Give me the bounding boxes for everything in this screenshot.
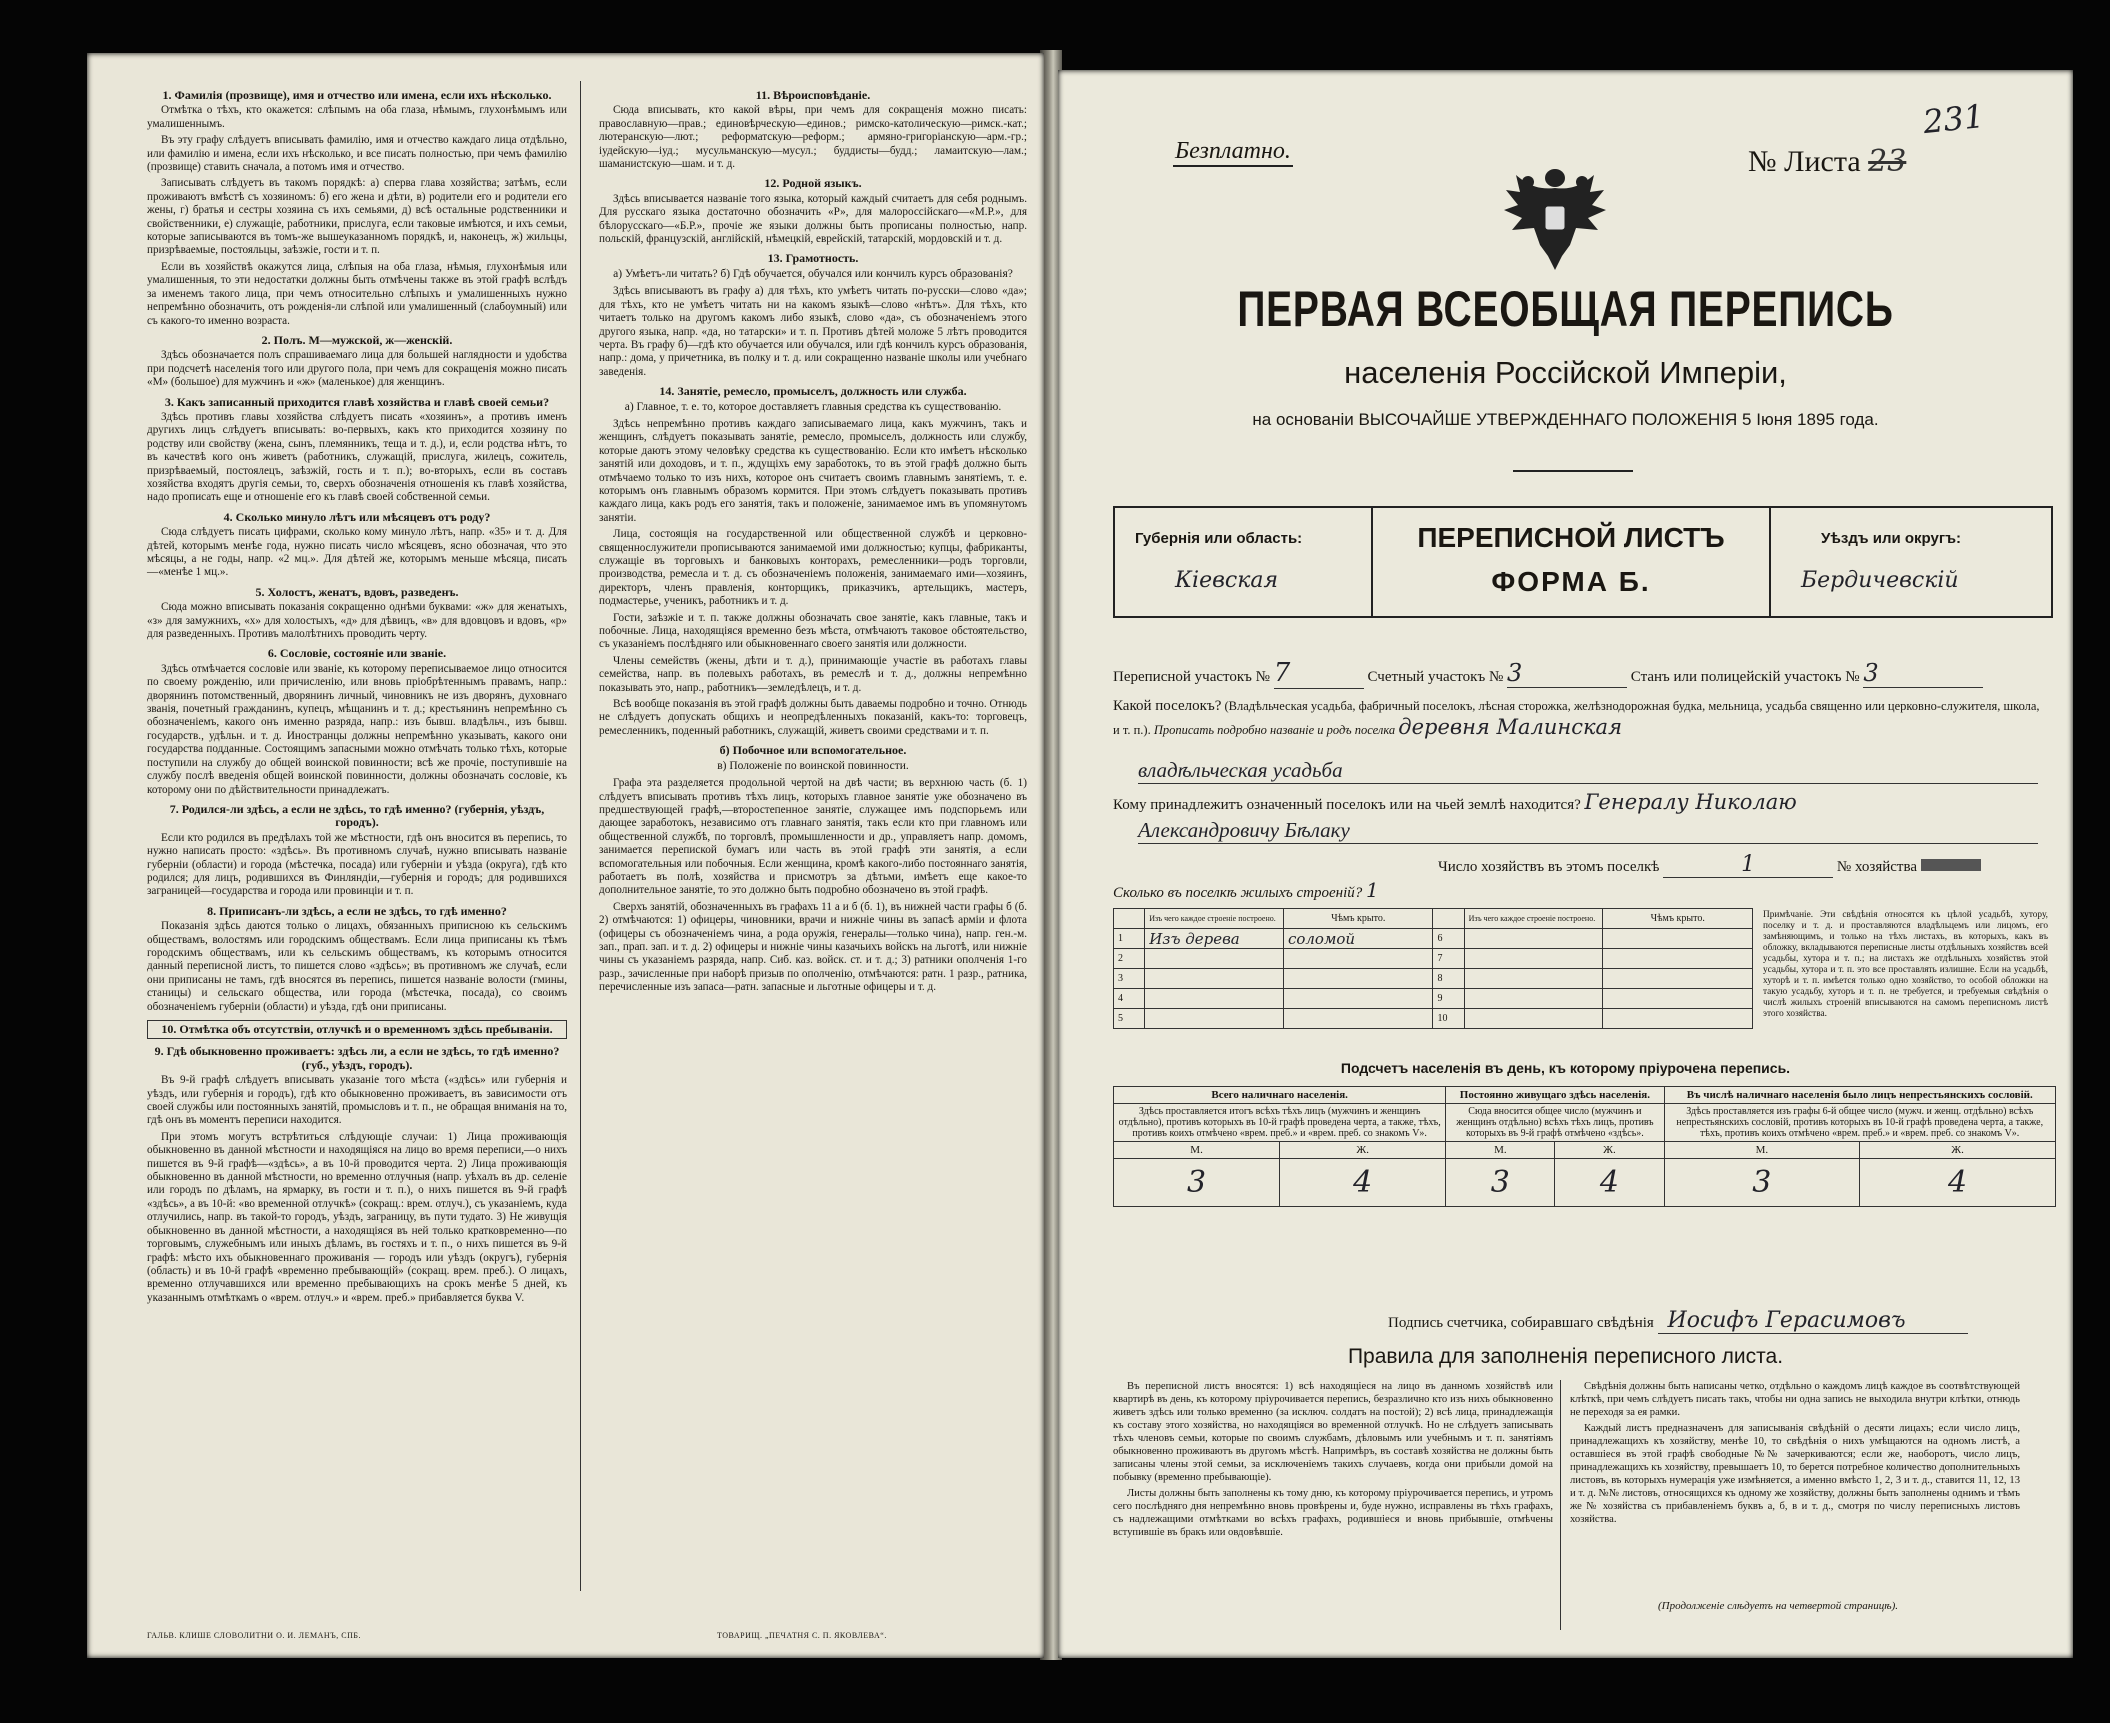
female-count: 4 [1860,1159,2056,1207]
male-label: М. [1664,1142,1860,1159]
census-form-page [1058,70,2073,1658]
building-material [1145,949,1284,969]
building-roof [1603,929,1753,949]
population-table [1113,1086,2056,1207]
section-paragraph: Здѣсь вписываютъ въ графу а) для тѣхъ, кто умѣетъ читать по-русски—слово «да»; для тѣхъ, кто не умѣетъ читать ни на какомъ языкѣ—слово «нѣтъ». Для тѣхъ, кто читаетъ только на другомъ какомъ либо языкѣ, слово «да», съ обозначеніемъ этого другого языка, напр. «да, но татарски» и т. п. Противъ дѣтей моложе 5 лѣтъ проводится черта. Въ графу б)—гдѣ кто обучается или обучался, или гдѣ кончилъ курсъ образованія, напр.: дома, у причетника, въ полку и т. д. или сокращенно названіе школы или учебнаго заведенія. [599,285,1027,378]
owner-field [1113,790,1797,814]
count-area-value: 3 [1507,659,1627,688]
female-label: Ж. [1280,1142,1446,1159]
district-label: Уѣздъ или округъ: [1821,530,1962,547]
section-paragraph: Если въ хозяйствѣ окажутся лица, слѣпыя на оба глаза, нѣмыя, глухонѣмыя или умалишенныя, то эти недостатки должны быть отмѣчены также въ этой графѣ вслѣдъ за именемъ такого лица, при чемъ относительно слѣпыхъ и умалишенныхъ нужно непремѣнно обозначить, отъ рожденія-ли слѣпой или умалишенный (слабоумный) или съ какого-то именно возраста. [147,260,567,327]
building-roof [1603,989,1753,1009]
building-number: 4 [1114,989,1145,1009]
section-heading: 13. Грамотность. [767,251,859,266]
count-area-label: Счетный участокъ № [1367,669,1504,685]
owner-value-1: Генералу Николаю [1584,790,1797,814]
settlement-value-2: владѣльческая усадьба [1138,758,2038,784]
instructions-column-1 [147,83,567,1308]
building-row [1114,989,1753,1009]
building-material [1464,929,1603,949]
column-divider [580,81,581,1591]
female-label: Ж. [1555,1142,1664,1159]
building-number: 2 [1114,949,1145,969]
section-paragraph: Въ 9-й графѣ слѣдуетъ вписывать указаніе того мѣста («здѣсь» или губернія и уѣздъ, или губернія и городъ), гдѣ кто обыкновенно проживаетъ, въ зависимости отъ своей службы или постоянныхъ занятій, промысловъ и т. п., не обращая вниманія на то, гдѣ онъ въ моментъ переписи находится. [147,1074,567,1127]
province-value: Кіевская [1175,568,1279,593]
building-roof [1283,989,1433,1009]
section-paragraph: Члены семействъ (жены, дѣти и т. д.), принимающіе участіе въ работахъ главы семейства, напр. въ полевыхъ работахъ, въ ремеслѣ и т. д., должны непремѣнно показывать это, напр., работникъ—земледѣлецъ, и т. д. [599,654,1027,694]
instructions-page [87,53,1044,1658]
rules-column-left [1113,1380,1553,1542]
section-heading: 12. Родной языкъ. [764,176,862,191]
female-count: 4 [1280,1159,1446,1207]
sheet-label: № Листа [1748,145,1861,178]
settlement-hint2: Прописать подробно названіе и родъ поселка [1153,723,1396,737]
building-row [1114,969,1753,989]
province-label: Губернія или область: [1135,530,1303,547]
building-roof [1603,969,1753,989]
section-paragraph: При этомъ могутъ встрѣтиться слѣдующіе случаи: 1) Лица проживающія обыкновенно въ данной мѣстности и находящіяся на лицо во время переписи,—о нихъ пишется въ 9-й графѣ—«здѣсь», а въ 10-й проводится черта. 2) Лица проживающія обыкновенно въ данной мѣстности, но временно отлучныя (напр. уѣхалъ въ др. селеніе или городъ по дѣламъ, на ярмарку, въ гости и т. п.), о нихъ пишется въ 9-й графѣ «здѣсь», а въ 10-й: «во временной отлучкѣ» (сокращ.: врем. отлуч.), съ указаніемъ, куда отлучились, напр. въ такой-то городъ, уѣздъ, заграницу, въ пути тудато. 3) Не живущія обыкновенно въ данной мѣстности, а находящіяся въ ней только кратковременно—по торговымъ, служебнымъ или иныхъ дѣламъ, въ гостяхъ и т. п., о нихъ пишется въ 9-й графѣ: мѣсто ихъ обыкновеннаго проживанія — городъ или уѣздъ (округъ), губернія (область) и въ 10-й графѣ «временно пребывающій» (сокращ. врем. преб.). О лицахъ, временно отлучавшихся или временно пребывающихъ на срокъ менѣе 5 дней, къ указаннымъ отмѣткамъ о «врем. отлуч.» и «врем. преб.» прибавляется буква V. [147,1130,567,1304]
section-subheading: а) Главное, т. е. то, которое доставляетъ главныя средства къ существованію. [624,400,1002,413]
building-number: 9 [1433,989,1464,1009]
building-material: Изъ дерева [1145,929,1284,949]
form-subtitle: населенія Россійской Имперіи, [1344,355,1787,390]
free-label: Безплатно. [1173,138,1293,167]
female-label: Ж. [1860,1142,2056,1159]
building-material [1145,969,1284,989]
building-number: 6 [1433,929,1464,949]
owner-label: Кому принадлежитъ означенный поселокъ или на чьей землѣ находится? [1113,797,1581,813]
buildings-note: Примѣчаніе. Эти свѣдѣнія относятся къ цѣлой усадьбѣ, хутору, поселку и т. д. и проставляются владѣльцемъ или лицомъ, его замѣняющимъ, и только на тѣхъ листахъ, въ которыхъ, какъ въ обложку, вкладываются переписные листы отдѣльныхъ хозяйствъ всей усадьбы, хутора и т. п.; на листахъ же отдѣльныхъ хозяйствъ этой усадьбы, хутора и т. п. это все проставлять излишне. Если на усадьбѣ, хуторѣ и т. п. имѣется только одно хозяйство, то особой обложки на такую усадьбу, хуторъ и т. п. не требуется, и требуемыя свѣдѣнія о числѣ жилыхъ строеній вписываются на самомъ переписномъ листѣ этого хозяйства. [1763,910,2048,1019]
population-column-heading: Всего наличнаго населенія. [1114,1087,1446,1104]
section-heading: 2. Полъ. М—мужской, ж—женскій. [261,332,453,347]
section-paragraph: Записывать слѣдуетъ въ такомъ порядкѣ: а) сперва глава хозяйства; затѣмъ, если проживаютъ вмѣстѣ съ хозяиномъ: б) его жена и дѣти, в) родители его и родители его жены, г) братья и сестры хозяина съ ихъ семьями, д) всѣ остальные родственники и свойственники, е) служащіе, работники, прислуга, если таковые имѣются, и ихъ семьи, которые записываются въ томъ-же вышеуказанномъ порядкѣ, и, наконецъ, ж) жильцы, призрѣваемые, постояльцы, заѣзжіе, гости и т. п. [147,177,567,257]
section-heading: 1. Фамилія (прозвище), имя и отчество или имена, если ихъ нѣсколько. [162,88,552,102]
section-paragraph: Гости, заѣзжіе и т. п. также должны обозначать свое занятіе, какъ главные, такъ и побочные. Лица, находящіяся временно безъ мѣста, отмѣчаютъ таковое обстоятельство, съ указаніемъ послѣдняго или обыкновеннаго своего занятія или должности. [599,611,1027,651]
section-heading: 4. Сколько минуло лѣтъ или мѣсяцевъ отъ роду? [223,509,491,524]
male-count: 3 [1664,1159,1860,1207]
census-area-label: Переписной участокъ № [1113,669,1270,685]
imprint-left: ГАЛЬВ. КЛИШЕ СЛОВОЛИТНИ О. И. ЛЕМАНЪ, СПБ. [147,1631,361,1640]
building-roof [1283,1009,1433,1029]
census-area-value: 7 [1274,658,1364,689]
buildings-table [1113,908,1753,1029]
district-value: Бердичевскій [1801,568,1959,593]
building-roof [1283,969,1433,989]
census-area-field [1113,658,1983,689]
male-count: 3 [1114,1159,1280,1207]
form-main-title: ПЕРВАЯ ВСЕОБЩАЯ ПЕРЕПИСЬ [1237,281,1894,337]
male-count: 3 [1446,1159,1555,1207]
form-name-box [1371,506,1771,618]
district-box [1769,506,2053,618]
building-roof [1283,949,1433,969]
building-material [1145,1009,1284,1029]
divider [1513,470,1633,472]
form-name: ФОРМА Б. [1491,566,1651,597]
settlement-label: Какой поселокъ? [1113,698,1222,714]
section-paragraph: Здѣсь обозначается полъ спрашиваемаго лица для большей наглядности и удобства при подсчетѣ населенія того или другого пола, при чемъ для сокращенія можно писать «М» (большое) для мужчинъ и «ж» (маленькое) для женщинъ. [147,349,567,389]
imprint-right: ТОВАРИЩ. „ПЕЧАТНЯ С. П. ЯКОВЛЕВА“. [717,1631,887,1640]
building-row [1114,929,1753,949]
building-row [1114,1009,1753,1029]
section-paragraph: Графа эта разделяется продольной чертой на двѣ части; въ верхнюю часть (б. 1) слѣдуетъ вписывать противъ тѣхъ лицъ, которыхъ главное занятіе уже обозначено въ предшествующей графѣ,—второстепенное занятіе, служащее имъ подспорьемъ или дающее заработокъ, независимо отъ главнаго занятія, такъ если кто при главномъ или общественной службѣ, по торговлѣ, промышленности и др., управляетъ напр. домомъ, занимается перепиской бумагъ или часть въ этой графѣ эти занятія, а если вспомогательныя или побочныя. Если женщина, кромѣ какого-либо постояннаго занятія, работаетъ въ полѣ, хозяйства и присмотръ за дѣтьми, имѣетъ еще какое-то дополнительное занятіе, то это должно быть подробно обозначено въ этой графѣ. [599,777,1027,897]
households-field [1438,852,1981,878]
building-material [1464,989,1603,1009]
continued-note: (Продолженіе слѣдуетъ на четвертой страницѣ). [1658,1600,1898,1612]
male-label: М. [1114,1142,1280,1159]
building-number: 7 [1433,949,1464,969]
bt-head-material: Изъ чего каждое строеніе построено. [1145,909,1284,929]
section-subheading: в) Положеніе по воинской повинности. [717,759,909,772]
building-material [1464,1009,1603,1029]
province-box [1113,506,1373,618]
section-heading: 5. Холостъ, женатъ, вдовъ, разведенъ. [255,584,459,599]
bt-head-material-2: Изъ чего каждое строеніе построено. [1464,909,1603,929]
archive-number: 231 [1921,96,1986,142]
buildings-value: 1 [1366,878,1379,902]
section-heading: 11. Вѣроисповѣданіе. [755,88,871,102]
rules-title: Правила для заполненія переписного листа. [1347,1345,1784,1368]
rules-paragraph: Каждый листъ предназначенъ для записыванія свѣдѣній о десяти лицахъ; если число лицъ, принадлежащихъ къ хозяйству, менѣе 10, то свѣдѣнія о нихъ умѣщаются на одномъ листѣ, а оставшіеся въ этой графѣ свободные №№ зачеркиваются; если же, наоборотъ, число лицъ, принадлежащихъ къ хозяйству, превышаетъ 10, то берется потребное количество дополнительныхъ листовъ, въ которыхъ нумерація уже измѣняется, а именно вмѣсто 1, 2, 3 и т. д., ставится 11, 12, 13 и т. д. №№ листовъ, относящихся къ одному же хозяйству, должны быть заполнены однимъ и тѣмъ же № хозяйства съ прибавленіемъ буквъ а, б, в и т. д., смотря по числу переписныхъ листовъ хозяйства. [1570,1423,2020,1525]
population-column-description: Здѣсь проставляется итогъ всѣхъ тѣхъ лицъ (мужчинъ и женщинъ отдѣльно), противъ которыхъ въ 10-й графѣ проведена черта, а также, тѣхъ, противъ коихъ отмѣчено «врем. преб.» и «врем. преб. со знакомъ V». [1114,1104,1446,1142]
population-column-description: Здѣсь проставляется изъ графы 6-й общее число (мужч. и женщ. отдѣльно) всѣхъ непрестьянскихъ сословій, противъ которыхъ въ 10-й графѣ проведена черта, а также, тѣхъ, противъ коихъ отмѣчено «врем. преб.» и «врем. преб. со знакомъ V». [1664,1104,2056,1142]
sheet-number-value: 23 [1868,144,1907,179]
section-paragraph: Здѣсь непремѣнно противъ каждаго записываемаго лица, какъ мужчинъ, такъ и женщинъ, слѣдуетъ показывать занятіе, ремесло, промыселъ, должность или службу, которые даютъ этому человѣку средства къ существованію. Если кто имѣетъ нѣсколько занятій или доходовъ, и т. п., ждущіхъ ему заработокъ, то въ этой графѣ должно быть отмѣчаемо только то изъ нихъ, которое онъ считаетъ своимъ главнымъ занятіемъ, т. е. которымъ онъ главнымъ образомъ кормится. При этомъ слѣдуетъ показывать противъ каждаго лица, какъ родъ его занятія, такъ и положеніе, занимаемое имъ въ упомянутомъ занятіи. [599,417,1027,524]
police-value: 3 [1863,659,1983,688]
bt-head-roof: Чѣмъ крыто. [1283,909,1433,929]
building-number: 8 [1433,969,1464,989]
legal-basis-line: на основаніи ВЫСОЧАЙШЕ УТВЕРЖДЕННАГО ПОЛОЖЕНІЯ 5 Іюня 1895 года. [1252,410,1879,429]
population-column-heading: Въ числѣ наличнаго населенія было лицъ непрестьянскихъ сословій. [1664,1087,2056,1104]
section-paragraph: Лица, состоящія на государственной или общественной службѣ и церковно-священнослужители прописываются занимаемой ими должностью; купцы, фабриканты, служащіе въ торговыхъ и банковыхъ конторахъ, ремесленники—родъ торговли, производства, ремесла и т. д. съ обозначеніемъ положенія, занимаемаго ими—хозяинъ, директоръ, членъ правленія, конторщикъ, приказчикъ, артельщикъ, мастеръ, подмастерье, ученикъ, работникъ и т. д. [599,528,1027,608]
section-paragraph: Въ эту графу слѣдуетъ вписывать фамилію, имя и отчество каждаго лица отдѣльно, или фамилію и имена, если ихъ нѣсколько, и все писать полностью, при чемъ фамилію (прозвище) ставить сначала, а потомъ имя и отчество. [147,134,567,174]
section-paragraph: Здѣсь отмѣчается сословіе или званіе, къ которому переписываемое лицо относится по своему рожденію, или причисленію, или вновь пріобрѣтеннымъ правамъ, напр.: дворянинъ потомственный, дворянинъ личный, чиновникъ не изъ дворянъ, духовнаго званія, почетный гражданинъ, купецъ, мѣщанинъ и т. д.; крестьянинъ непремѣнно съ обозначеніемъ, какого онъ именно разряда, напр.: изъ бывш. владѣльч., изъ бывш. государств., удѣльн. и т. д. Иностранцы должны непремѣнно указывать, какого они государства подданные. Состоящимъ запасными можно отмѣчать только тѣхъ, которые поступили на службу до общей воинской повинности; всѣ же прочіе, поступившіе на службу послѣ введенія общей воинской повинности, должны обозначать сословіе, къ которому они по дѣйствительности принадлежатъ. [147,662,567,796]
box-10-heading: 10. Отмѣтка объ отсутствіи, отлучкѣ и о временномъ здѣсь пребываніи. [147,1020,567,1039]
enumerator-signature: Иосифъ Герасимовъ [1658,1308,1968,1334]
building-number: 10 [1433,1009,1464,1029]
section-heading: 8. Приписанъ-ли здѣсь, а если не здѣсь, то гдѣ именно? [207,903,507,918]
male-label: М. [1446,1142,1555,1159]
bt-head-roof-2: Чѣмъ крыто. [1603,909,1753,929]
section-heading: 3. Какъ записанный приходится главѣ хозяйства и главѣ своей семьи? [164,394,550,409]
building-roof [1603,1009,1753,1029]
police-label: Станъ или полицейскій участокъ № [1630,669,1860,685]
rules-column-right [1570,1380,2020,1529]
section-heading: 6. Сословіе, состояніе или званіе. [267,646,447,661]
enumerator-signature-field [1388,1308,1968,1334]
section-paragraph: Сюда слѣдуетъ писать цифрами, сколько кому минуло лѣтъ, напр. «35» и т. д. Для дѣтей, которымъ менѣе года, нужно писать число мѣсяцевъ, ясно обозначая, что это мѣсяцы, а не годы, напр. «2 мц.». Для дѣтей же, которымъ меньше мѣсяца, писать—«менѣе 1 мц.». [147,526,567,579]
buildings-label: Сколько въ поселкѣ жилыхъ строеній? [1113,885,1363,901]
household-number-label: № хозяйства [1836,859,1918,875]
rules-divider [1560,1380,1561,1630]
rules-paragraph: Свѣдѣнія должны быть написаны четко, отдѣльно о каждомъ лицѣ каждое въ соотвѣтствующей клѣткѣ, при чемъ слѣдуетъ писать такъ, чтобы ни одна запись не выходила внутри клѣтки, отнюдь не переходя за ея рамки. [1570,1381,2020,1418]
building-material [1464,949,1603,969]
population-column-heading: Постоянно живущаго здѣсь населенія. [1446,1087,1664,1104]
building-material [1464,969,1603,989]
population-heading: Подсчетъ населенія въ день, къ которому пріурочена перепись. [1340,1060,1791,1076]
section-paragraph: Сюда можно вписывать показанія сокращенно однѣми буквами: «ж» для женатыхъ, «з» для замужнихъ, «х» для холостыхъ, «д» для дѣвицъ, «в» для вдовцовъ и вдовъ, «р» для разведенныхъ. Противъ малолѣтнихъ проводить черту. [147,601,567,641]
owner-value-2: Александровичу Бѣлаку [1138,818,2038,844]
section-paragraph: Всѣ вообще показанія въ этой графѣ должны быть даваемы подробно и точно. Отнюдь не слѣдуетъ допускать общихъ и неопредѣленныхъ показаній, какъ-то: торговецъ, ремесленникъ, поденный работникъ, служащій, живетъ своими средствами и т. п. [599,698,1028,737]
building-material [1145,989,1284,1009]
building-number: 3 [1114,969,1145,989]
building-number: 1 [1114,929,1145,949]
section-paragraph: Здѣсь вписывается названіе того языка, который каждый считаетъ для себя роднымъ. Для русскаго языка достаточно обозначить «Р», для малороссійскаго—«М.Р.», для бѣлорусскаго—«Б.Р.», прочіе же языки должны быть прописаны полностью, напр. польскій, французскій, англійскій, нѣмецкій, еврейскій, татарскій, мордовскій и т. д. [599,192,1027,246]
household-number-redacted [1921,859,1981,871]
building-roof [1603,949,1753,969]
rules-paragraph: Листы должны быть заполнены къ тому дню, къ которому пріурочивается перепись, и утромъ сего послѣдняго дня непремѣнно вновь провѣрены и, буде нужно, исправлены въ тѣхъ графахъ, съ надлежащими отмѣтками во всѣхъ графахъ, родившіеся и вновь прибывшіе, отмѣчены вступившіе въ бракъ или овдовѣвшіе. [1113,1488,1553,1538]
population-column-description: Сюда вносится общее число (мужчинъ и женщинъ отдѣльно) всѣхъ тѣхъ лицъ, противъ которыхъ въ 9-й графѣ отмѣчено «здѣсь». [1446,1104,1664,1142]
households-value: 1 [1663,852,1833,878]
building-row [1114,949,1753,969]
header-boxes [1113,506,2053,618]
female-count: 4 [1555,1159,1664,1207]
section-heading: 7. Родился-ли здѣсь, а если не здѣсь, то гдѣ именно? (губернія, уѣздъ, городъ). [169,801,545,830]
building-roof: соломой [1283,929,1433,949]
section-paragraph: Сюда вписывать, кто какой вѣры, при чемъ для сокращенія можно писать: православную—прав.; единовѣрческую—единов.; римско-католическую—римск.-кат.; лютеранскую—лют.; реформатскую—реформ.; армяно-григоріанскую—арм.-гр.; іудейскую—іуд.; мусульманскую—мусул.; буддисты—будд.; ламаитскую—лам.; шаманистскую—шам. и т. д. [599,104,1027,171]
double-headed-eagle-emblem [1498,160,1613,280]
section-heading: 14. Занятіе, ремесло, промыселъ, должность или служба. [659,384,967,399]
rules-paragraph: Въ переписной листъ вносятся: 1) всѣ находящіеся на лицо въ данномъ хозяйствѣ или квартирѣ въ день, къ которому пріурочивается перепись, безразлично кто изъ нихъ обыкновенно живетъ здѣсь или только временно (за исключ. солдатъ на постой); 2) всѣ лица, принадлежащія къ составу этого хозяйства, но находящіяся во временной отлучкѣ. Но не слѣдуетъ записывать тѣхъ членовъ семьи, которые по своимъ службамъ, дѣловымъ или учебнымъ и т. п. занятіямъ обыкновенно проживаютъ въ другомъ мѣстѣ. Напримѣръ, въ составѣ хозяйства не должны быть записаны члены этой семьи, за исключеніемъ такихъ случаевъ, когда они прибыли домой на побывку (временно пребывающіе). [1113,1381,1553,1483]
section-paragraph: Если кто родился въ предѣлахъ той же мѣстности, гдѣ онъ вносится въ перепись, то нужно написать просто: «здѣсь». Въ противномъ случаѣ, нужно вписывать названіе губерніи (области) и города (мѣстечка, посада) или губерніи и уѣзда (округа), гдѣ кто родился; для лицъ, родившихся въ Финляндіи,—губернія и городъ; для родившихся заграницей—государства и города или провинціи и т. п. [147,831,567,898]
settlement-field [1113,698,2043,739]
section-paragraph: Здѣсь противъ главы хозяйства слѣдуетъ писать «хозяинъ», а противъ именъ другихъ лицъ слѣдуетъ вписывать: во-первыхъ, какъ кто приходится хозяину по родству или свойству (жена, сынъ, племянникъ, теща и т. д.), и, если родства нѣтъ, то въ качествѣ кого онъ живетъ (работникъ, служащій, прислуга, жилецъ, сожитель, призрѣваемый, постоялецъ, заѣзжій, гость и т. п.); во-вторыхъ, если въ составъ хозяйства входятъ другія семьи, то, сверхъ обозначенія отношенія къ главѣ хозяйства, надо прописать еще и отношеніе его къ главѣ своей собственной семьи. [147,410,567,504]
section-paragraph: Сверхъ занятій, обозначенныхъ въ графахъ 11 а и б (б. 1), въ нижней части графы б (б. 2) отмѣчаются: 1) офицеры, чиновники, врачи и нижніе чины въ запасѣ арміи и флота (офицеры съ обозначеніемъ чина, а рода оружія, генералы—только чина), напр. ген.-м. зап., прап. зап. и т. д. 2) офицеры и нижніе чины казачьихъ войскъ на льготѣ, или нижніе чины съ указаніемъ разряда, напр. Сиб. каз. войск. ст. и т. д.; 3) ратники ополченія 1-го разр., зачисленные при наборѣ призыв по ополченію, отмѣчаются: ратн. 1 разр., ратника, перечисленные изъ запаса—ратн. запасные и льготные офицеры и т. д. [599,900,1027,994]
building-number: 5 [1114,1009,1145,1029]
form-title: ПЕРЕПИСНОЙ ЛИСТЪ [1417,522,1725,553]
sheet-number [1748,144,1906,179]
enumerator-label: Подпись счетчика, собиравшаго свѣдѣнія [1388,1315,1654,1331]
section-paragraph: Показанія здѣсь даются только о лицахъ, обязанныхъ приписною къ сельскимъ обществамъ, волостямъ или городскимъ обществамъ. Если лица приписаны къ тѣмъ городскимъ обществамъ, или къ сельскимъ обществамъ, къ которымъ относится данный переписной листъ, то пишется слово «здѣсь»; въ противномъ же случаѣ, если они приписаны не тамъ, гдѣ вносятся въ перепись, пишется названіе волости (гмины, станицы) и сельскаго общества, или города (мѣстечка, посада), со своимъ обозначеніемъ губерніи (области) и уѣзда, гдѣ они приписаны. [147,920,567,1013]
section-paragraph: Отмѣтка о тѣхъ, кто окажется: слѣпымъ на оба глаза, нѣмымъ, глухонѣмымъ или умалишеннымъ. [147,104,567,130]
instructions-column-2 [599,83,1027,998]
households-label: Число хозяйствъ въ этомъ поселкѣ [1438,859,1660,875]
section-heading: б) Побочное или вспомогательное. [719,743,907,758]
buildings-field [1113,878,1379,902]
section-subheading: а) Умѣетъ-ли читать? б) Гдѣ обучается, обучался или кончилъ курсъ образованія? [613,267,1013,280]
settlement-value-1: деревня Малинская [1398,715,1622,739]
section-heading: 9. Гдѣ обыкновенно проживаетъ: здѣсь ли, а если не здѣсь, то гдѣ именно? (губ., уѣздъ, городъ). [154,1044,560,1072]
settlement-hint: (Владѣльческая усадьба, фабричный поселокъ, лѣсная сторожка, желѣзнодорожная будка, мельница, усадьба священно или церковно-служителя, школа, и т. п.). [1113,699,2040,737]
